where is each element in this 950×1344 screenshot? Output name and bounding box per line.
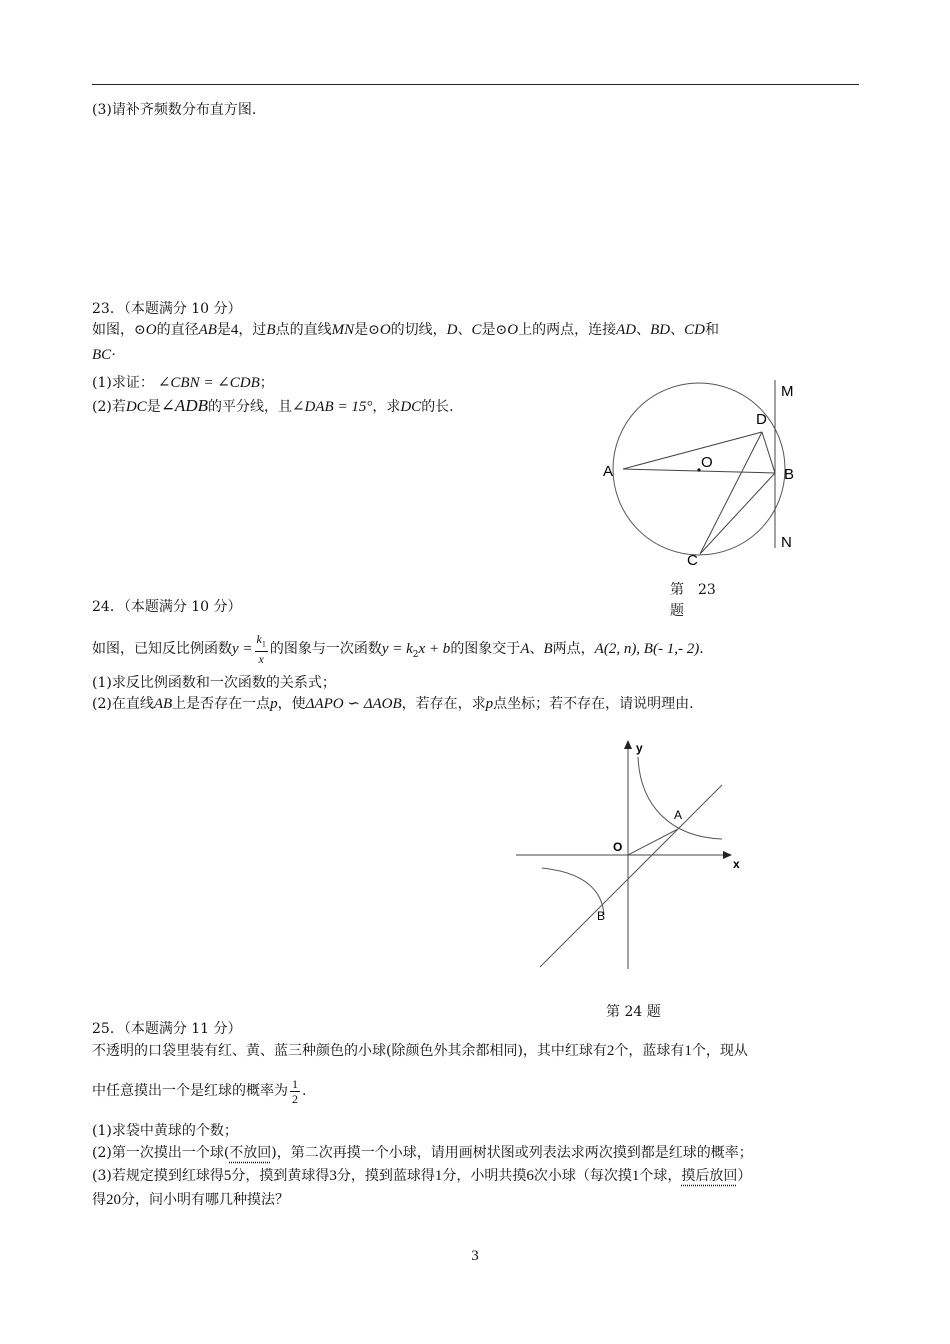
q23-part1: (1)求证： ∠CBN = ∠CDB； bbox=[92, 375, 274, 391]
q24-stem: 如图，已知反比例函数y = $\frac{k_1}{x}$ 的图象与一次函数$y = k_2x + b$的图象交于A、B两点，A(2, n), B(- 1,- 2). bbox=[92, 632, 704, 667]
segment-oa bbox=[628, 829, 678, 855]
label-d: D bbox=[756, 411, 767, 428]
label-c: C bbox=[687, 552, 698, 569]
q25-part2: (2)第一次摸出一个球(不放回)，第二次再摸一个小球，请用画树状图或列表法求两次摸到都是红球的概率； bbox=[92, 1145, 753, 1161]
label-o: O bbox=[613, 840, 623, 854]
header-rule bbox=[92, 84, 859, 85]
emphasis-put-back: 摸后放回 bbox=[681, 1168, 738, 1184]
q25-part3-cont: 得20分，问小明有哪几种摸法？ bbox=[92, 1192, 289, 1208]
label-n: N bbox=[781, 534, 792, 551]
label-x: x bbox=[733, 857, 740, 871]
page-number: 3 bbox=[471, 1248, 479, 1264]
q24-part2: (2)在直线AB上是否存在一点p，使ΔAPO ∽ ΔAOB，若存在，求p点坐标；若不存在，请说明理由. bbox=[92, 696, 694, 712]
q23-header: 23．（本题满分 10 分） bbox=[92, 301, 242, 317]
q23-caption-1: 第 23 bbox=[670, 582, 716, 598]
label-a: A bbox=[603, 463, 614, 480]
label-m: M bbox=[781, 383, 794, 400]
q23-stem-line2: BC· bbox=[92, 347, 117, 363]
y-axis-arrow bbox=[624, 740, 632, 749]
q23-stem-line1: 如图，⊙O的直径AB是4，过B点的直线MN是⊙O的切线，D、C是⊙O上的两点，连接AD、BD、CD和 bbox=[92, 322, 719, 338]
segment-bc bbox=[700, 473, 775, 554]
label-b: B bbox=[784, 466, 795, 483]
q24-part1: (1)求反比例函数和一次函数的关系式； bbox=[92, 675, 336, 691]
label-o: O bbox=[701, 454, 713, 471]
segment-bd bbox=[762, 432, 775, 473]
q24-figure bbox=[510, 735, 760, 975]
line-ab bbox=[540, 785, 722, 967]
hyperbola-branch-3 bbox=[542, 868, 604, 915]
q23-caption-2: 题 bbox=[670, 603, 684, 619]
q25-stem-line2: 中任意摸出一个是红球的概率为 $\frac{1}{2}$ . bbox=[92, 1076, 307, 1106]
q24-header: 24．（本题满分 10 分） bbox=[92, 599, 242, 615]
q25-stem-line1: 不透明的口袋里装有红、黄、蓝三种颜色的小球(除颜色外其余都相同)，其中红球有2个，蓝球有1个，现从 bbox=[92, 1043, 748, 1059]
q25-header: 25．（本题满分 11 分） bbox=[92, 1021, 242, 1037]
q24-caption: 第 24 题 bbox=[606, 1004, 661, 1020]
q23-figure bbox=[590, 370, 820, 580]
label-y: y bbox=[636, 741, 643, 755]
segment-ad bbox=[623, 432, 762, 469]
q25-part3: (3)若规定摸到红球得5分，摸到黄球得3分，摸到蓝球得1分，小明共摸6次小球（每次摸1个球，摸后放回） bbox=[92, 1168, 752, 1184]
q23-part2: (2)若DC是∠ADB的平分线，且∠DAB = 15°，求DC的长. bbox=[92, 396, 454, 415]
emphasis-no-return: 不放回 bbox=[229, 1145, 272, 1161]
x-axis-arrow bbox=[723, 851, 732, 859]
label-b: B bbox=[597, 909, 606, 923]
label-a: A bbox=[674, 808, 683, 822]
q22-part3: (3)请补齐频数分布直方图. bbox=[92, 102, 257, 118]
q25-part1: (1)求袋中黄球的个数； bbox=[92, 1123, 238, 1139]
